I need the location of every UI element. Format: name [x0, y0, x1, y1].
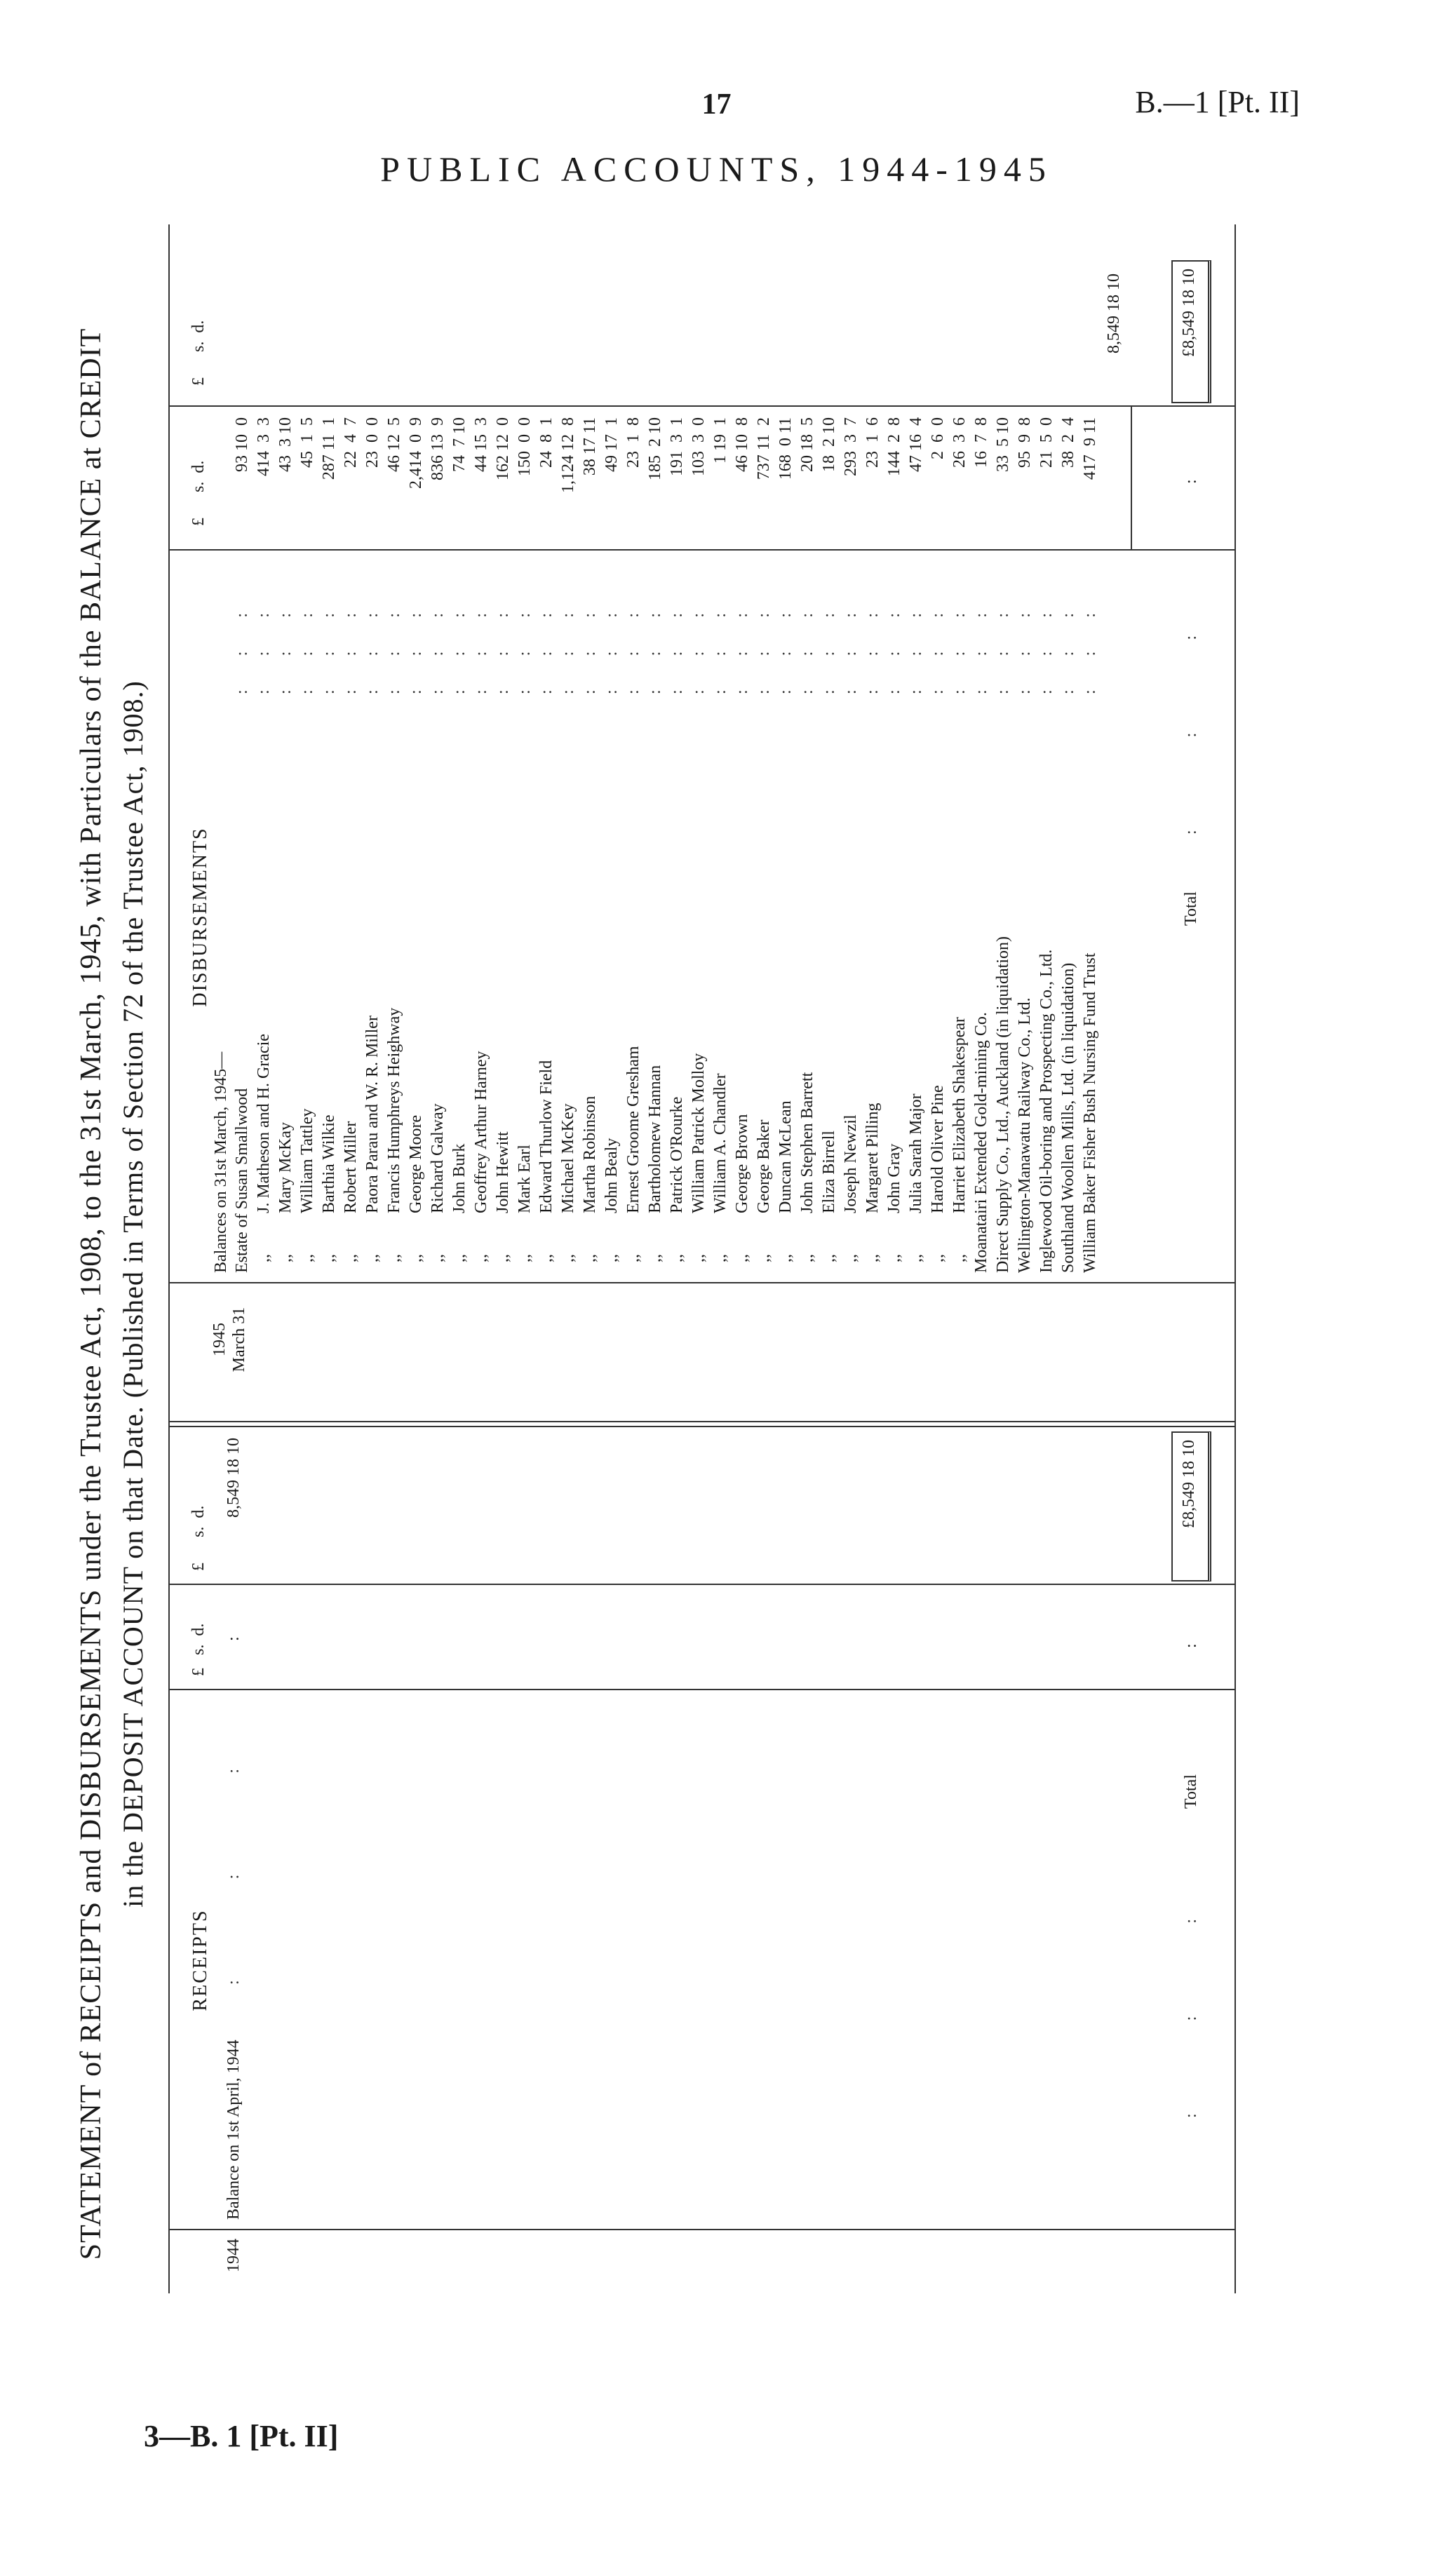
row-amount: 24 8 1 [537, 417, 556, 468]
receipts-total-leaders: : : : [1182, 1918, 1200, 2118]
receipts-entry-amount-1: : [224, 1636, 243, 1641]
row-amount: 74 7 10 [450, 417, 469, 472]
row-leaders: : : : [755, 612, 773, 694]
disb-unit-header-1: £ s. d. [189, 460, 208, 526]
accounts-table [168, 224, 1234, 2293]
row-name: Barthia Wilkie [320, 1114, 338, 1213]
row-amount: 21 5 0 [1037, 417, 1056, 468]
row-amount: 162 12 0 [494, 417, 512, 480]
row-name: Martha Robinson [581, 1095, 599, 1213]
row-amount: 95 9 8 [1016, 417, 1034, 468]
ditto-mark: ,, [450, 1254, 469, 1262]
row-name: Moanatairi Extended Gold-mining Co. [972, 1012, 990, 1273]
row-leaders: : : : [668, 612, 686, 694]
ditto-mark: ,, [668, 1254, 686, 1262]
row-leaders: : : : [842, 612, 860, 694]
row-amount: 38 2 4 [1059, 417, 1077, 468]
row-name: Margaret Pilling [863, 1102, 882, 1213]
row-leaders: : : : [516, 612, 534, 694]
ditto-mark: ,, [255, 1254, 273, 1262]
row-name: William Tattley [298, 1108, 316, 1213]
ditto-mark: ,, [298, 1254, 316, 1262]
ditto-mark: ,, [950, 1254, 969, 1262]
ditto-mark: ,, [842, 1254, 860, 1262]
receipts-heading: RECEIPTS [189, 1909, 211, 2011]
row-leaders: : : : [603, 612, 621, 694]
rule-receipts-end [168, 1426, 1234, 1427]
row-leaders: : : : [820, 612, 838, 694]
rule-receipts-amount2 [168, 1584, 1234, 1585]
ditto-mark: ,, [472, 1254, 490, 1262]
row-name: Francis Humphreys Heighway [385, 1007, 403, 1213]
row-amount: 23 1 6 [863, 417, 882, 468]
row-leaders: : : : [342, 612, 360, 694]
ditto-mark: ,, [276, 1254, 295, 1262]
receipts-entry: Balance on 1st April, 1944 [224, 2039, 243, 2220]
disb-total-label: Total [1182, 891, 1200, 926]
row-leaders: : : : [255, 612, 273, 694]
row-amount: 2,414 0 9 [407, 417, 425, 489]
ditto-mark: ,, [320, 1254, 338, 1262]
receipts-year: 1944 [224, 2239, 243, 2272]
disb-date-day: March 31 [230, 1307, 248, 1373]
row-leaders: : : : [320, 612, 338, 694]
disbursements-heading: DISBURSEMENTS [189, 827, 211, 1007]
disb-intro: Balances on 31st March, 1945— [212, 1051, 230, 1273]
row-name: John Stephen Barrett [798, 1072, 816, 1213]
row-leaders: : : : [407, 612, 425, 694]
row-amount: 22 4 7 [342, 417, 360, 468]
row-amount: 44 15 3 [472, 417, 490, 472]
ditto-mark: ,, [798, 1254, 816, 1262]
row-amount: 150 0 0 [516, 417, 534, 476]
row-amount: 33 5 10 [994, 417, 1012, 472]
table-top-rule [168, 224, 170, 2293]
disb-unit-header-2: £ s. d. [189, 320, 208, 386]
row-name: Edward Thurlow Field [537, 1060, 556, 1213]
ditto-mark: ,, [581, 1254, 599, 1262]
row-leaders: : : : [885, 612, 903, 694]
rule-disb-amount2 [168, 405, 1234, 407]
row-leaders: : : : [907, 612, 925, 694]
rule-receipts-year [168, 2229, 1234, 2230]
row-amount: 93 10 0 [233, 417, 251, 472]
footer-reference: 3—B. 1 [Pt. II] [144, 2419, 339, 2453]
row-amount: 168 0 11 [776, 417, 795, 480]
row-amount: 103 3 0 [689, 417, 708, 476]
row-name: George Moore [407, 1114, 425, 1213]
row-name: William Patrick Molloy [689, 1053, 708, 1213]
row-name: Robert Miller [342, 1121, 360, 1213]
row-leaders: : : : [537, 612, 556, 694]
row-name: Paora Parau and W. R. Miller [363, 1016, 382, 1213]
ditto-mark: ,, [929, 1254, 947, 1262]
row-amount: 737 11 2 [755, 417, 773, 480]
row-name: Duncan McLean [776, 1100, 795, 1213]
ditto-mark: ,, [755, 1254, 773, 1262]
row-amount: 1,124 12 8 [559, 417, 577, 493]
row-amount: 287 11 1 [320, 417, 338, 480]
row-amount: 26 3 6 [950, 417, 969, 468]
ditto-mark: ,, [516, 1254, 534, 1262]
row-name: John Hewitt [494, 1131, 512, 1213]
row-name: George Baker [755, 1119, 773, 1213]
document-reference: B.—1 [Pt. II] [1135, 85, 1300, 119]
row-leaders: : : : [581, 612, 599, 694]
row-leaders: : : : [450, 612, 469, 694]
ditto-mark: ,, [407, 1254, 425, 1262]
row-name: Patrick O'Rourke [668, 1096, 686, 1213]
row-leaders: : : : [298, 612, 316, 694]
row-leaders: : : : [994, 612, 1012, 694]
page-number: 17 [701, 88, 732, 121]
ditto-mark: ,, [733, 1254, 751, 1262]
ditto-mark: ,, [711, 1254, 729, 1262]
row-name: Wellington-Manawatu Railway Co., Ltd. [1016, 997, 1034, 1273]
row-name: George Brown [733, 1114, 751, 1213]
row-name: Michael McKey [559, 1103, 577, 1213]
row-leaders: : : : [646, 612, 664, 694]
row-leaders: : : : [776, 612, 795, 694]
row-name: Ernest Groome Gresham [624, 1046, 643, 1213]
receipts-entry-leaders: : : : [224, 1768, 243, 1985]
row-leaders: : : : [276, 612, 295, 694]
page-title: PUBLIC ACCOUNTS, 1944-1945 [380, 149, 1053, 189]
row-leaders: : : : [733, 612, 751, 694]
row-name: Southland Woollen Mills, Ltd. (in liquidation) [1059, 962, 1077, 1273]
row-leaders: : : : [929, 612, 947, 694]
row-name: Joseph Newzil [842, 1114, 860, 1213]
row-name: John Gray [885, 1143, 903, 1213]
row-name: Eliza Birrell [820, 1131, 838, 1213]
row-amount: 38 17 11 [581, 417, 599, 476]
ditto-mark: ,, [342, 1254, 360, 1262]
row-name: Richard Galway [429, 1103, 447, 1213]
row-name: Direct Supply Co., Ltd., Auckland (in liquidation) [994, 936, 1012, 1273]
row-amount: 23 1 8 [624, 417, 643, 468]
row-leaders: : : : [429, 612, 447, 694]
row-amount: 16 7 8 [972, 417, 990, 468]
row-name: J. Matheson and H. Gracie [255, 1034, 273, 1213]
row-leaders: : : : [950, 612, 969, 694]
ditto-mark: ,, [559, 1254, 577, 1262]
row-name: Harold Oliver Pine [929, 1085, 947, 1213]
ditto-mark: ,, [603, 1254, 621, 1262]
disb-sum-amount: 8,549 18 10 [1105, 274, 1123, 353]
row-amount: 23 0 0 [363, 417, 382, 468]
row-amount: 417 9 11 [1081, 417, 1099, 480]
statement-heading-line2: in the DEPOSIT ACCOUNT on that Date. (Published in Terms of Section 72 of the Trustee Act, 1908.) [117, 680, 149, 1908]
row-leaders: : : : [624, 612, 643, 694]
row-amount: 47 16 4 [907, 417, 925, 472]
row-leaders: : : : [494, 612, 512, 694]
ditto-mark: ,, [863, 1254, 882, 1262]
rule-disb-date [168, 1282, 1234, 1283]
receipts-unit-header-1: £ s. d. [189, 1623, 208, 1676]
ditto-mark: ,, [907, 1254, 925, 1262]
receipts-unit-header-2: £ s. d. [189, 1505, 208, 1571]
row-leaders: : : : [1059, 612, 1077, 694]
disb-total-colon: : [1182, 479, 1200, 484]
row-amount: 18 2 10 [820, 417, 838, 472]
receipts-total-label: Total [1182, 1774, 1200, 1809]
ditto-mark: ,, [624, 1254, 643, 1262]
disb-total-amount: £8,549 18 10 [1180, 269, 1198, 357]
row-amount: 46 12 5 [385, 417, 403, 472]
row-leaders: : : : [798, 612, 816, 694]
row-leaders: : : : [863, 612, 882, 694]
ditto-mark: ,, [537, 1254, 556, 1262]
row-name: William A. Chandler [711, 1073, 729, 1213]
row-leaders: : : : [1037, 612, 1056, 694]
row-name: Geoffrey Arthur Harney [472, 1051, 490, 1213]
row-leaders: : : : [472, 612, 490, 694]
row-amount: 45 1 5 [298, 417, 316, 468]
row-amount: 2 6 0 [929, 417, 947, 459]
row-leaders: : : : [1016, 612, 1034, 694]
row-amount: 836 13 9 [429, 417, 447, 480]
ditto-mark: ,, [776, 1254, 795, 1262]
statement-heading [70, 224, 154, 2363]
row-leaders: : : : [711, 612, 729, 694]
row-amount: 185 2 10 [646, 417, 664, 480]
receipts-total-amount: £8,549 18 10 [1180, 1440, 1198, 1528]
statement-heading-line1: STATEMENT of RECEIPTS and DISBURSEMENTS under the Trustee Act, 1908, to the 31st March, 1945, with Particulars of the BALANCE at CREDIT [75, 328, 107, 2260]
row-leaders: : : : [385, 612, 403, 694]
row-amount: 1 19 1 [711, 417, 729, 464]
row-leaders: : : : [972, 612, 990, 694]
row-leaders: : : : [559, 612, 577, 694]
ditto-mark: ,, [689, 1254, 708, 1262]
row-amount: 414 3 3 [255, 417, 273, 476]
row-amount: 46 10 8 [733, 417, 751, 472]
row-name: John Burk [450, 1143, 469, 1213]
row-name: Mary McKay [276, 1122, 295, 1213]
row-amount: 293 3 7 [842, 417, 860, 476]
row-name: John Bealy [603, 1138, 621, 1213]
row-name: Julia Sarah Major [907, 1093, 925, 1213]
row-amount: 43 3 10 [276, 417, 295, 472]
row-amount: 191 3 1 [668, 417, 686, 476]
row-leaders: : : : [689, 612, 708, 694]
disb-total-box [1171, 260, 1211, 403]
disb-total-leaders: : : : [1182, 635, 1200, 835]
ditto-mark: ,, [429, 1254, 447, 1262]
ditto-mark: ,, [385, 1254, 403, 1262]
ditto-mark: ,, [820, 1254, 838, 1262]
row-leaders: : : : [363, 612, 382, 694]
rule-receipts-end-double [168, 1421, 1234, 1422]
ditto-mark: ,, [494, 1254, 512, 1262]
ditto-mark: ,, [885, 1254, 903, 1262]
receipts-entry-amount-2: 8,549 18 10 [224, 1438, 243, 1518]
row-leaders: : : : [1081, 612, 1099, 694]
rotated-statement [70, 224, 1263, 2363]
row-name: Harriet Elizabeth Shakespear [950, 1017, 969, 1213]
row-amount: 49 17 1 [603, 417, 621, 472]
row-leaders: : : : [233, 612, 251, 694]
receipts-total-colon: : [1182, 1643, 1200, 1648]
row-name: William Baker Fisher Bush Nursing Fund Trust [1081, 952, 1099, 1273]
disb-sum-rule [1131, 407, 1132, 551]
row-name: Bartholomew Hannan [646, 1065, 664, 1213]
receipts-total-box [1171, 1431, 1211, 1582]
rule-receipts-amount1 [168, 1689, 1234, 1690]
table-bottom-rule [1234, 224, 1236, 2293]
row-name: Inglewood Oil-boring and Prospecting Co., Ltd. [1037, 949, 1056, 1273]
row-amount: 144 2 8 [885, 417, 903, 476]
rule-disb-amount1 [168, 549, 1234, 551]
row-amount: 20 18 5 [798, 417, 816, 472]
row-name: Estate of Susan Smallwood [233, 1088, 251, 1273]
row-name: Mark Earl [516, 1145, 534, 1213]
disb-date-year: 1945 [210, 1323, 229, 1356]
ditto-mark: ,, [646, 1254, 664, 1262]
ditto-mark: ,, [363, 1254, 382, 1262]
